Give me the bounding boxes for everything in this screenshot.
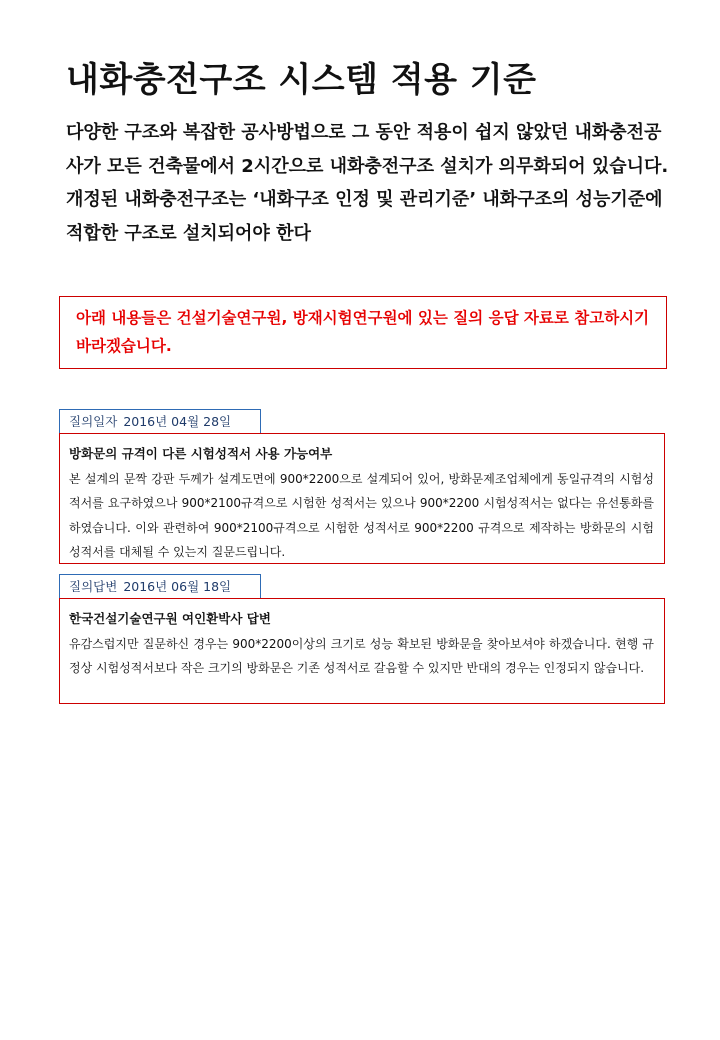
question-tab-label: 질의일자 [69,414,118,429]
question-box [59,433,665,564]
intro-paragraph-2: 개정된 내화충전구조는 ‘내화구조 인정 및 관리기준’ 내화구조의 성능기준에 적합한 구조로 설치되어야 한다 [66,189,663,244]
answer-box [59,598,665,704]
intro-paragraph-1: 다양한 구조와 복잡한 공사방법으로 그 동안 적용이 쉽지 않았던 내화충전공사가 모든 건축물에서 2시간으로 내화충전구조 설치가 의무화되어 있습니다. [66,122,669,177]
notice-box [59,296,667,369]
question-date-tab [59,409,261,433]
question-tab-date: 2016년 04월 28일 [123,414,232,429]
answer-date-tab [59,574,261,598]
intro-section [66,116,676,250]
notice-text: 아래 내용들은 건설기술연구원, 방재시험연구원에 있는 질의 응답 자료로 참고하시기 바라겠습니다. [76,309,650,355]
answer-heading: 한국건설기술연구원 여인환박사 답변 [69,611,271,626]
page-title: 내화충전구조 시스템 적용 기준 [66,60,537,100]
question-body: 본 설계의 문짝 강판 두께가 설계도면에 900*2200으로 설계되어 있어, 방화문제조업체에게 동일규격의 시험성적서를 요구하였으나 900*2100규격으로 시험한 성적서는 있으나 900*2200 시험성적서는 없다는 유선통화를 하였습니다. 이와 관련하여 900*2100규격으로 시험한 성적서로 900*2200 규격으로 제작하는 방화문의 시험성적서를 대체될 수 있는지 질문드립니다. [69,471,654,559]
answer-tab-label: 질의답변 [69,579,118,594]
question-heading: 방화문의 규격이 다른 시험성적서 사용 가능여부 [69,446,333,461]
answer-body: 유감스럽지만 질문하신 경우는 900*2200이상의 크기로 성능 확보된 방화문을 찾아보셔야 하겠습니다. 현행 규정상 시험성적서보다 작은 크기의 방화문은 기존 성적서로 갈음할 수 있지만 반대의 경우는 인정되지 않습니다. [69,636,654,675]
answer-tab-date: 2016년 06월 18일 [123,579,232,594]
